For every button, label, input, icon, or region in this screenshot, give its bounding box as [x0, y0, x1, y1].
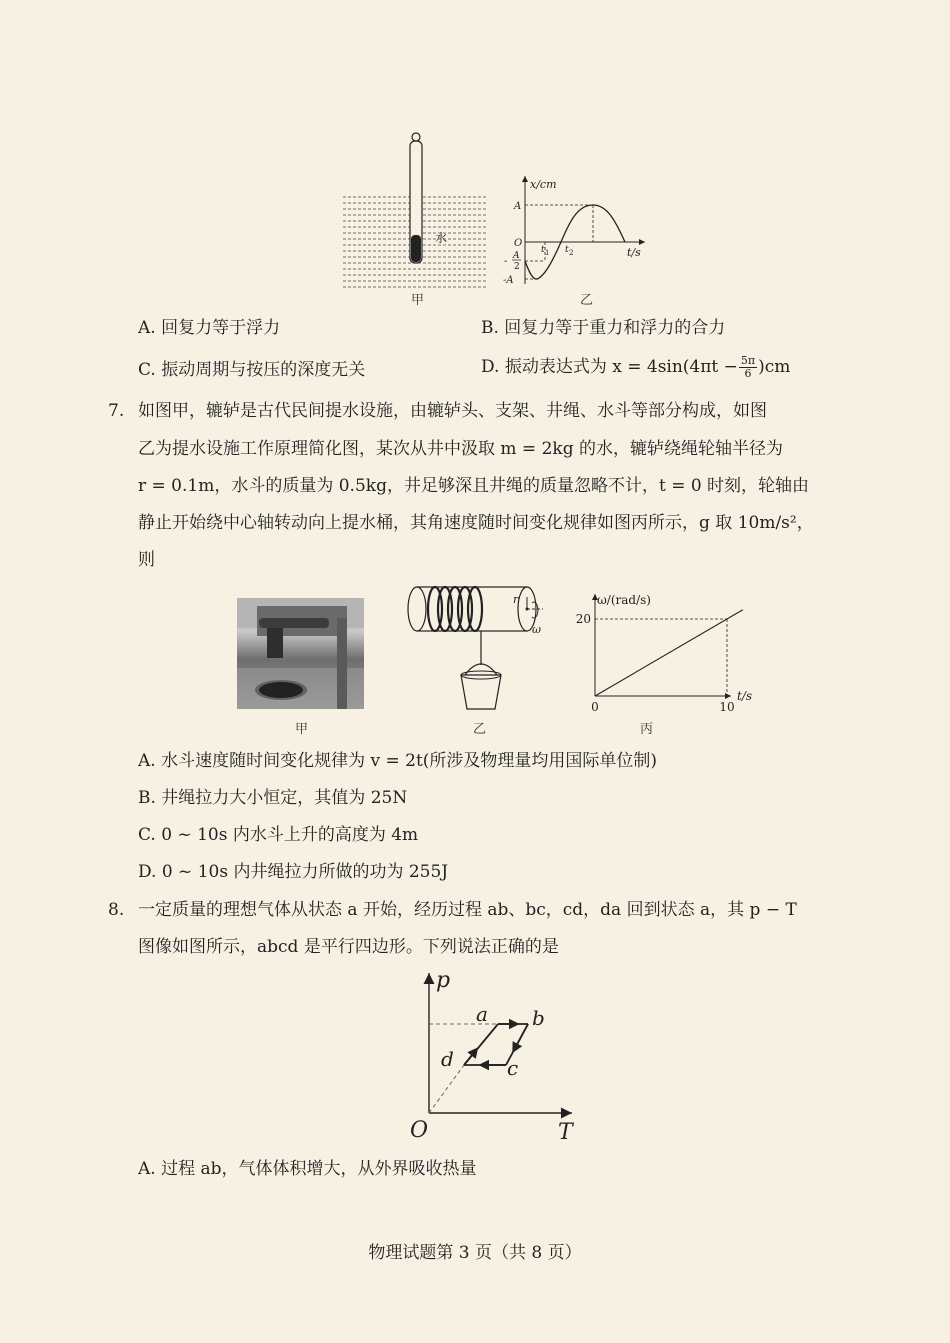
q7-option-b[interactable]: B. 井绳拉力大小恒定，其值为 25N — [138, 788, 408, 808]
q7-line-4: 静止开始绕中心轴转动向上提水桶，其角速度随时间变化规律如图丙所示，g 取 10m/s²， — [138, 513, 814, 533]
omega-series-line — [595, 610, 743, 696]
y-tick-20: 20 — [575, 612, 591, 626]
q7-line-2: 乙为提水设施工作原理简化图，某次从井中汲取 m = 2kg 的水，辘轳绕绳轮轴半径为 — [138, 439, 783, 459]
origin-label: O — [514, 238, 523, 249]
point-b-label: b — [532, 1006, 545, 1030]
page-footer: 物理试题第 3 页（共 8 页） — [368, 1243, 582, 1263]
q8-number: 8. — [108, 900, 125, 920]
water-label: 水 — [435, 231, 448, 245]
q6-caption-jia: 甲 — [411, 293, 425, 308]
y-axis-label: x/cm — [530, 178, 557, 191]
q7-line-5: 则 — [138, 550, 155, 570]
omega-label: ω — [532, 623, 541, 636]
q7-figure-yi — [405, 583, 550, 713]
q6-option-c[interactable]: C. 振动周期与按压的深度无关 — [138, 360, 366, 380]
origin-label: O — [410, 1118, 429, 1143]
radius-label: r — [513, 593, 519, 606]
q7-option-c[interactable]: C. 0 ~ 10s 内水斗上升的高度为 4m — [138, 825, 419, 845]
t2-sub: 2 — [569, 249, 574, 257]
amp-label: A — [514, 201, 522, 212]
chart-xlabel: t/s — [737, 689, 753, 703]
t2-label: t — [565, 245, 569, 255]
chart-ylabel: ω/(rad/s) — [597, 593, 651, 607]
frac-den: 6 — [744, 367, 752, 380]
q6-figure-jia — [335, 125, 495, 305]
q7-caption-jia: 甲 — [295, 722, 309, 737]
t1-sub: 1 — [545, 249, 550, 257]
q7-number: 7. — [108, 401, 125, 421]
q8-line-2: 图像如图所示，abcd 是平行四边形。下列说法正确的是 — [138, 937, 559, 957]
q7-figure-jia-photo — [237, 598, 364, 709]
q8-line-1: 一定质量的理想气体从状态 a 开始，经历过程 ab、bc，cd，da 回到状态 a，其 p − T — [138, 900, 797, 920]
q7-line-1: 如图甲，辘轳是古代民间提水设施，由辘轳头、支架、井绳、水斗等部分构成，如图 — [138, 401, 767, 421]
q7-option-d[interactable]: D. 0 ~ 10s 内井绳拉力所做的功为 255J — [138, 862, 449, 882]
point-a-label: a — [476, 1002, 488, 1026]
q7-figure-bing-chart — [565, 590, 765, 718]
x-tick-10: 10 — [719, 700, 735, 714]
q6-option-b[interactable]: B. 回复力等于重力和浮力的合力 — [481, 318, 726, 338]
p-axis-label: p — [436, 968, 451, 993]
x-tick-0: 0 — [591, 700, 599, 714]
t1-label: t — [541, 245, 545, 255]
q7-line-3: r = 0.1m，水斗的质量为 0.5kg，井足够深且井绳的质量忽略不计，t = 0 时刻，轮轴由 — [138, 476, 810, 496]
q8-figure-pT — [400, 965, 590, 1145]
point-d-label: d — [441, 1047, 454, 1071]
half-amp-num: A — [513, 251, 520, 261]
q6-figure-yi-graph — [497, 172, 657, 287]
half-amp-sign: - — [504, 256, 508, 267]
q6-option-d[interactable] — [481, 355, 790, 380]
q8-option-a[interactable]: A. 过程 ab，气体体积增大，从外界吸收热量 — [138, 1159, 477, 1179]
q6-option-a[interactable]: A. 回复力等于浮力 — [138, 318, 281, 338]
point-c-label: c — [507, 1056, 519, 1080]
T-axis-label: T — [558, 1120, 573, 1145]
x-axis-label: t/s — [627, 246, 641, 259]
half-amp-den: 2 — [514, 262, 520, 272]
q7-option-a[interactable]: A. 水斗速度随时间变化规律为 v = 2t(所涉及物理量均用国际单位制) — [138, 751, 658, 771]
neg-amp-label: -A — [503, 275, 514, 286]
frac-num: 5π — [740, 354, 756, 367]
q7-caption-yi: 乙 — [473, 722, 487, 737]
well-photo-sketch — [237, 598, 364, 709]
q6-option-d-post: )cm — [758, 357, 791, 377]
q6-option-d-pre: D. 振动表达式为 x = 4sin(4πt − — [481, 357, 738, 377]
q6-option-d-fraction — [739, 355, 757, 380]
q7-caption-bing: 丙 — [640, 722, 654, 737]
q6-caption-yi: 乙 — [580, 293, 594, 308]
